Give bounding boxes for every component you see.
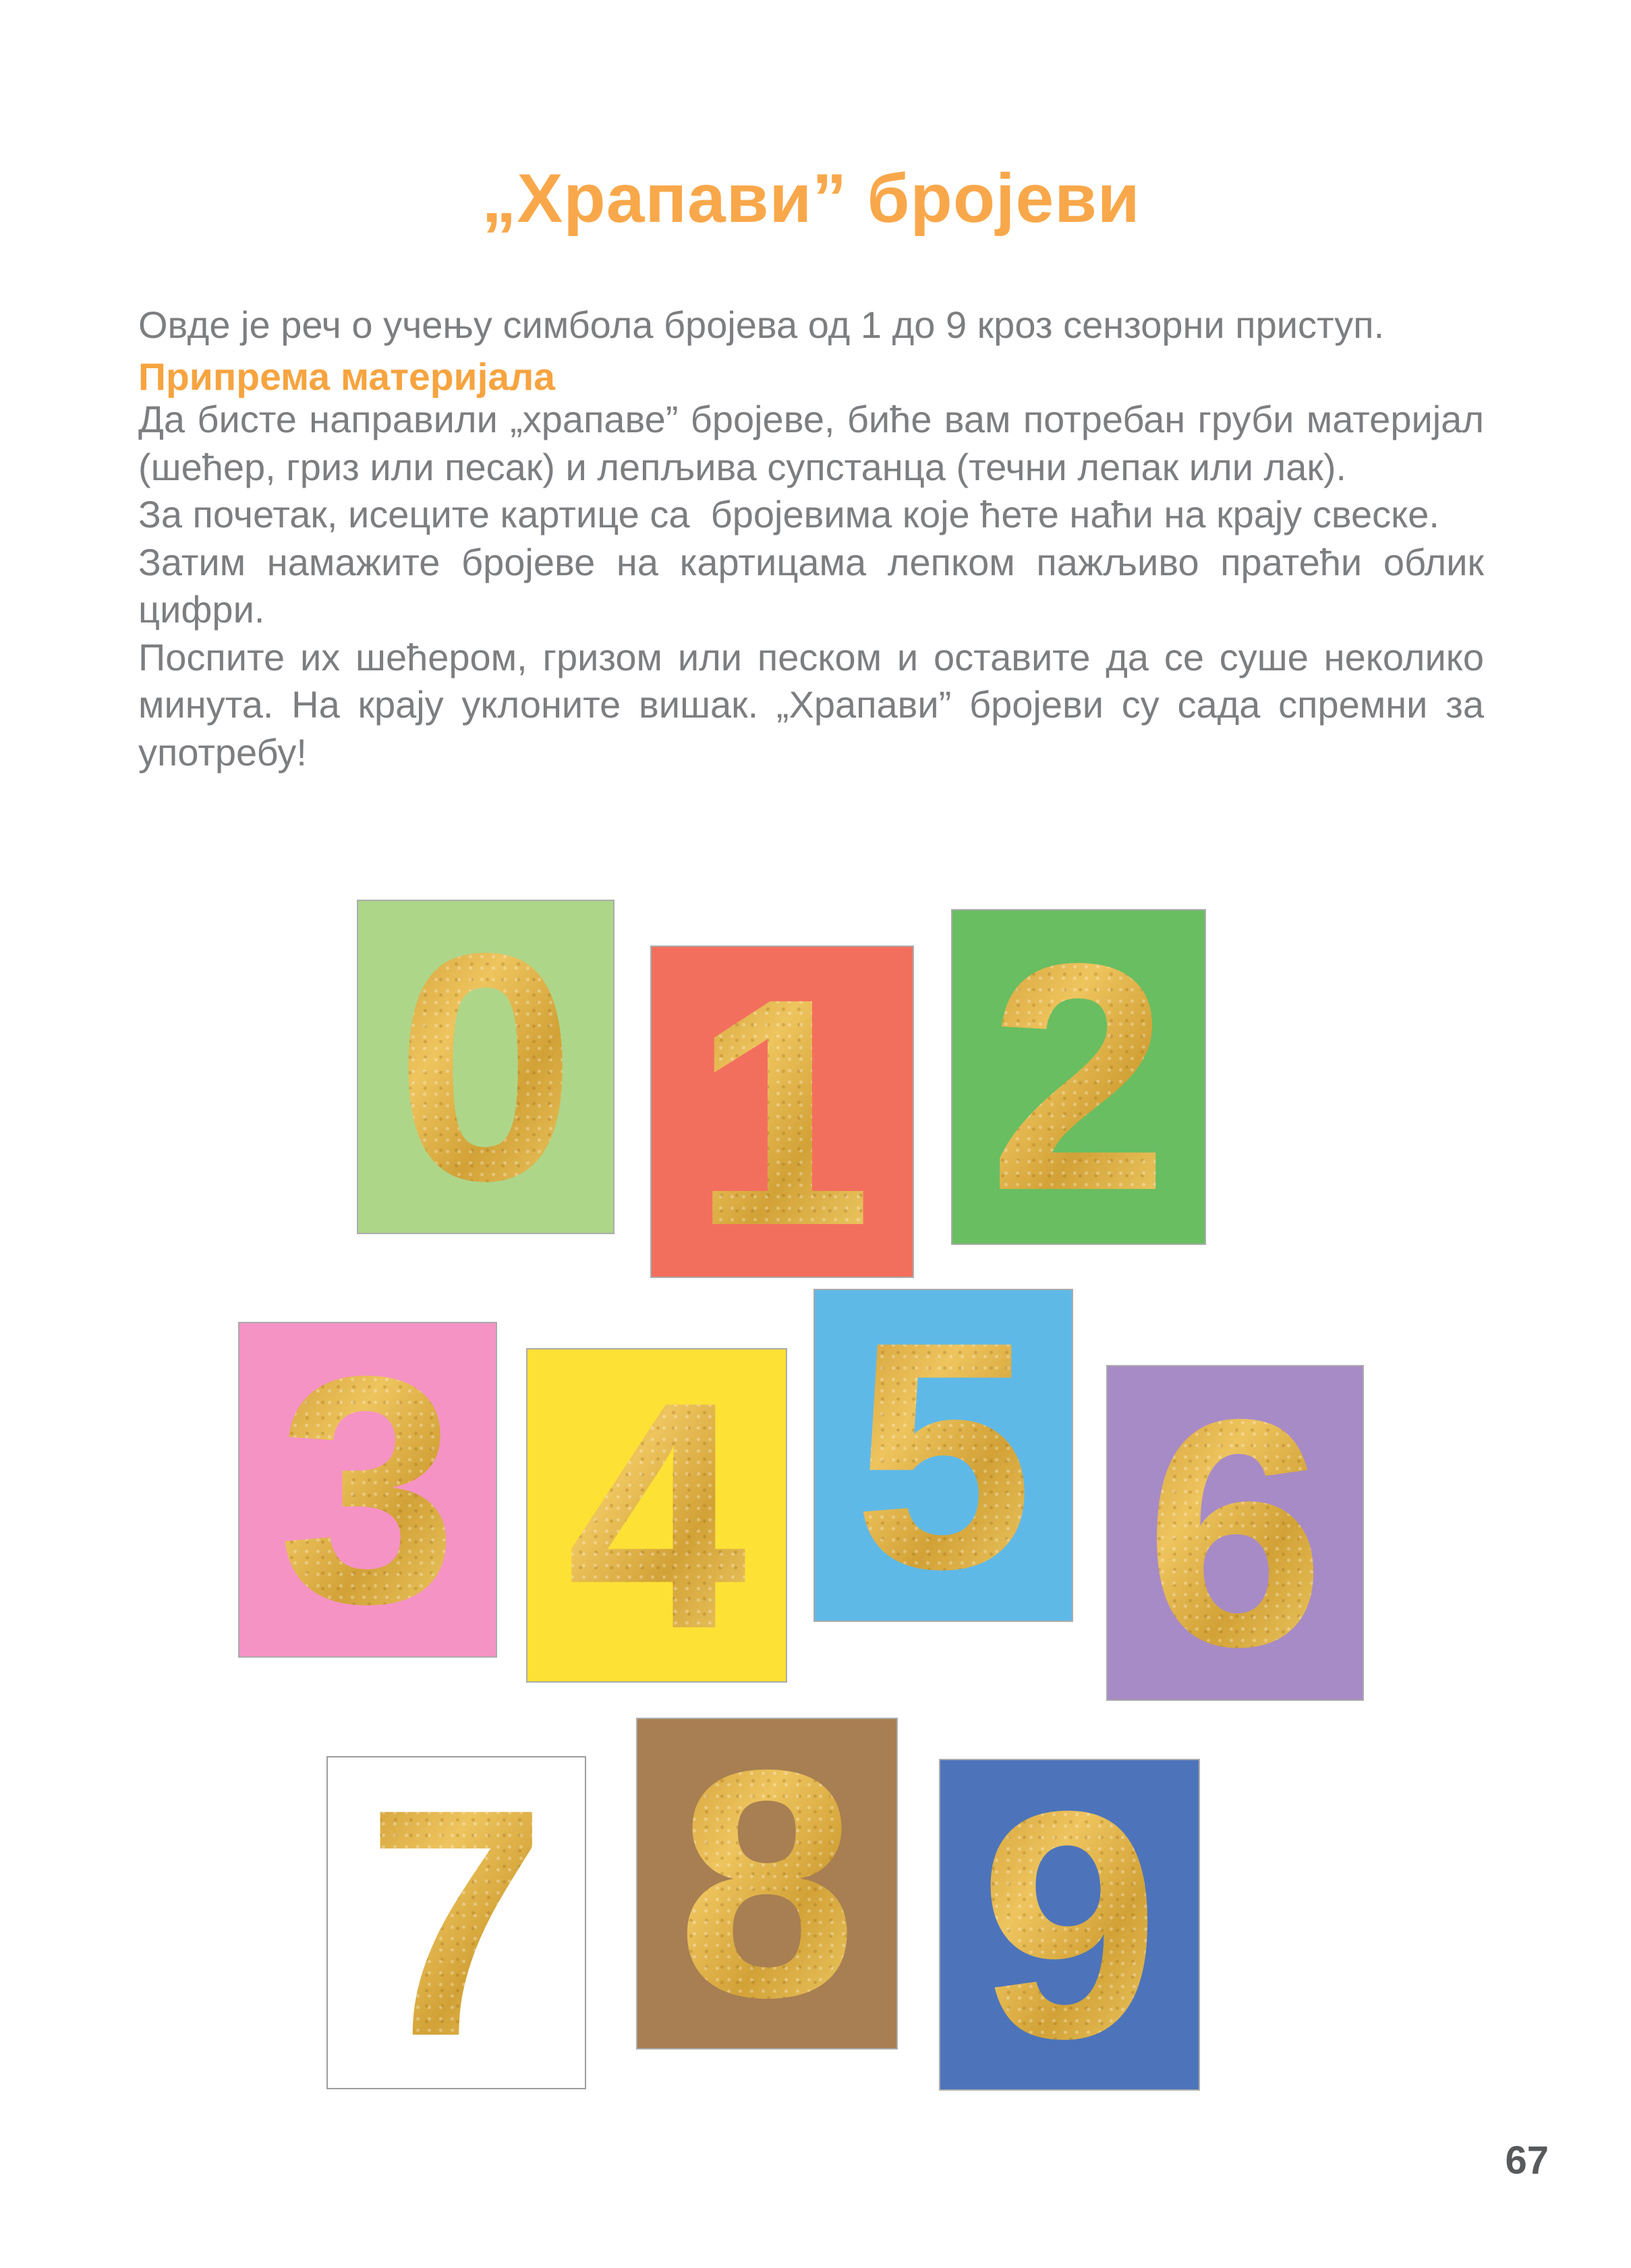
- paragraph-line: (шећер, гриз или песак) и лепљива супстанца (течни лепак или лак).: [138, 445, 1347, 488]
- card-digit-1: 1: [692, 946, 872, 1278]
- number-card-1: [650, 946, 914, 1278]
- paragraph-line: За почетак, исеците картице са бројевима које ћете наћи на крају свеске.: [138, 493, 1439, 535]
- number-card-8: [636, 1718, 898, 2049]
- card-digit-2: 2: [988, 909, 1169, 1245]
- card-digit-6: 6: [1145, 1365, 1325, 1701]
- paragraph-line: употребу!: [138, 730, 307, 774]
- card-digit-4: 4: [567, 1348, 747, 1683]
- number-card-3: [238, 1322, 497, 1658]
- card-digit-7: 7: [366, 1756, 546, 2089]
- intro-paragraph: Овде је реч о учењу симбола бројева од 1 до 9 кроз сензорни приступ.: [138, 303, 1385, 346]
- number-card-4: [526, 1348, 787, 1683]
- number-card-6: [1106, 1365, 1364, 1701]
- section-heading: Припрема материјала: [138, 355, 556, 399]
- card-digit-0: 0: [395, 900, 576, 1234]
- paragraph-line: цифри.: [138, 588, 265, 631]
- page-number: 67: [1505, 2139, 1549, 2182]
- card-digit-9: 9: [979, 1759, 1160, 2091]
- paragraph-line: Да бисте направили „храпаве” бројеве, биће вам потребан груби материјал: [138, 398, 1484, 440]
- instructions-paragraph: [138, 396, 1484, 776]
- number-card-9: [939, 1759, 1200, 2091]
- paragraph-line: минута. На крају уклоните вишак. „Храпави” бројеви су сада спремни за: [138, 683, 1484, 726]
- number-card-2: [951, 909, 1206, 1245]
- number-card-7: [326, 1756, 586, 2089]
- paragraph-line: Поспите их шећером, гризом или песком и оставите да се суше неколико: [138, 635, 1484, 678]
- card-digit-8: 8: [677, 1718, 857, 2049]
- card-digit-3: 3: [277, 1322, 458, 1658]
- card-digit-5: 5: [853, 1289, 1033, 1622]
- paragraph-line: Затим намажите бројеве на картицама лепком пажљиво пратећи облик: [138, 540, 1484, 583]
- number-card-5: [813, 1289, 1073, 1622]
- page-title: „Храпави” бројеви: [482, 160, 1141, 237]
- number-card-0: [357, 900, 614, 1234]
